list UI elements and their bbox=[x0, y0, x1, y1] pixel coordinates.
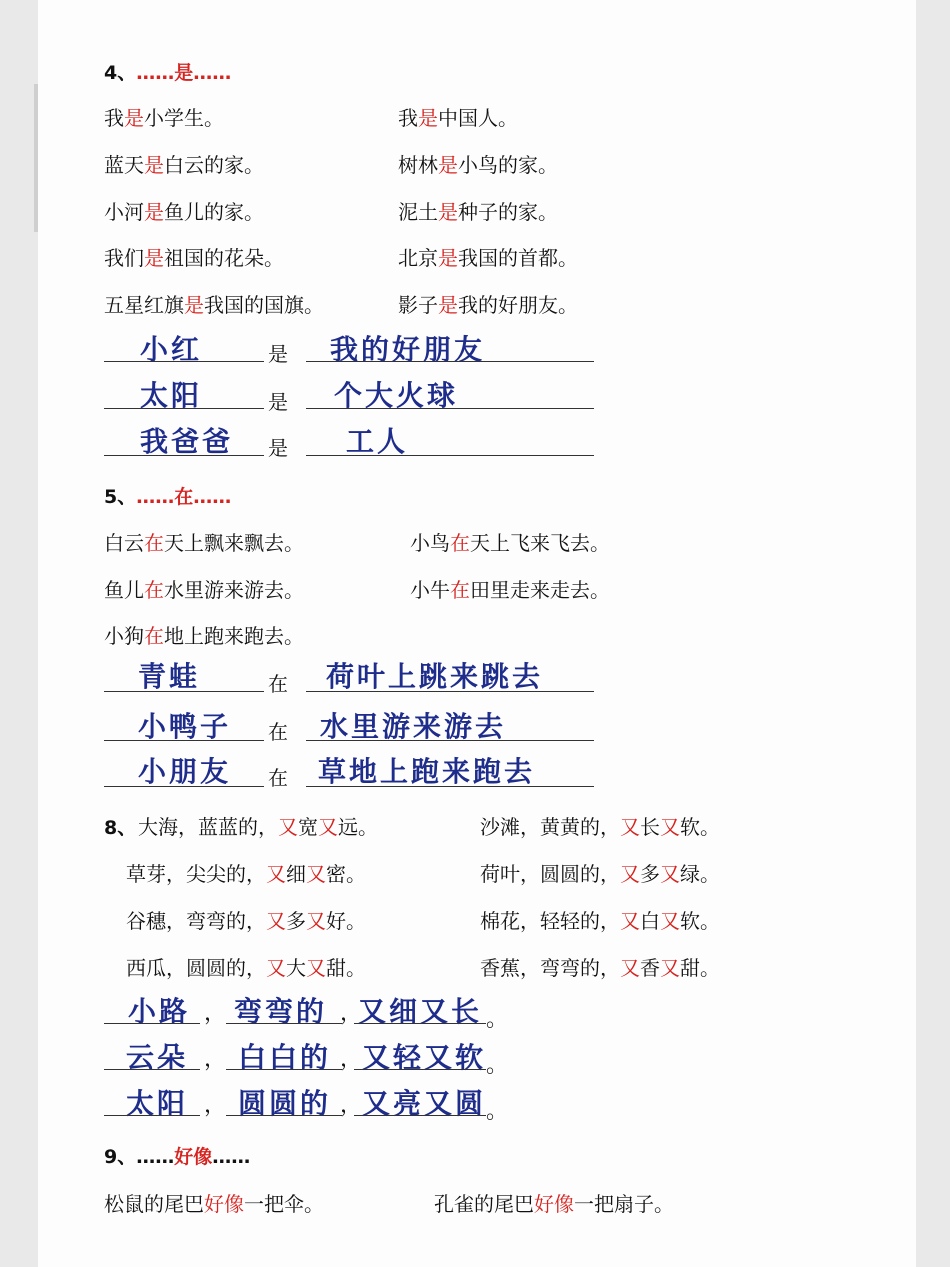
example-sentence: 大海，蓝蓝的，又宽又远。 bbox=[138, 815, 378, 839]
handwritten-description: 又细又长 bbox=[358, 995, 483, 1028]
example-sentence: 香蕉，弯弯的，又香又甜。 bbox=[480, 956, 720, 980]
handwritten-adjective: 白白的 bbox=[238, 1041, 332, 1074]
period: 。 bbox=[486, 1099, 509, 1124]
joiner-word: 是 bbox=[268, 390, 288, 414]
comma: ， bbox=[340, 1093, 363, 1118]
handwritten-predicate: 荷叶上跳来跳去 bbox=[326, 660, 544, 693]
section-9-heading: 9、……好像…… bbox=[104, 1146, 251, 1168]
answer-blank-line bbox=[306, 361, 594, 362]
answer-blank-line bbox=[226, 1115, 342, 1116]
example-sentence: 鱼儿在水里游来游去。 bbox=[104, 578, 304, 602]
handwritten-predicate: 个大火球 bbox=[334, 379, 459, 412]
example-sentence: 小河是鱼儿的家。 bbox=[104, 200, 264, 224]
handwritten-noun: 太阳 bbox=[126, 1087, 189, 1120]
handwritten-subject: 太阳 bbox=[140, 379, 203, 412]
example-sentence: 树林是小鸟的家。 bbox=[398, 153, 558, 177]
example-sentence: 我们是祖国的花朵。 bbox=[104, 246, 284, 270]
example-sentence: 小牛在田里走来走去。 bbox=[410, 578, 610, 602]
example-sentence: 小狗在地上跑来跑去。 bbox=[104, 624, 304, 648]
comma: ， bbox=[204, 1093, 227, 1118]
period: 。 bbox=[486, 1053, 509, 1078]
handwritten-predicate: 我的好朋友 bbox=[330, 333, 486, 366]
joiner-word: 在 bbox=[268, 720, 288, 744]
page-edge-mark bbox=[34, 84, 38, 232]
example-sentence: 小鸟在天上飞来飞去。 bbox=[410, 531, 610, 555]
example-sentence: 白云在天上飘来飘去。 bbox=[104, 531, 304, 555]
handwritten-subject: 小红 bbox=[140, 333, 203, 366]
handwritten-subject: 青蛙 bbox=[138, 660, 201, 693]
section-4-heading: 4、……是…… bbox=[104, 62, 232, 84]
handwritten-predicate: 工人 bbox=[346, 425, 409, 458]
answer-blank-line bbox=[306, 691, 594, 692]
answer-blank-line bbox=[306, 740, 594, 741]
answer-blank-line bbox=[354, 1115, 486, 1116]
handwritten-noun: 小路 bbox=[128, 995, 191, 1028]
handwritten-predicate: 草地上跑来跑去 bbox=[318, 755, 536, 788]
handwritten-subject: 我爸爸 bbox=[140, 425, 234, 458]
joiner-word: 是 bbox=[268, 436, 288, 460]
example-sentence: 五星红旗是我国的国旗。 bbox=[104, 293, 324, 317]
example-sentence: 松鼠的尾巴好像一把伞。 bbox=[104, 1192, 324, 1216]
joiner-word: 在 bbox=[268, 672, 288, 696]
example-sentence: 我是小学生。 bbox=[104, 106, 224, 130]
handwritten-description: 又亮又圆 bbox=[362, 1087, 487, 1120]
joiner-word: 是 bbox=[268, 342, 288, 366]
example-sentence: 蓝天是白云的家。 bbox=[104, 153, 264, 177]
handwritten-predicate: 水里游来游去 bbox=[320, 710, 507, 743]
example-sentence: 孔雀的尾巴好像一把扇子。 bbox=[434, 1192, 674, 1216]
handwritten-adjective: 弯弯的 bbox=[234, 995, 328, 1028]
example-sentence: 棉花，轻轻的，又白又软。 bbox=[480, 909, 720, 933]
answer-blank-line bbox=[104, 361, 264, 362]
answer-blank-line bbox=[104, 1069, 200, 1070]
example-sentence: 谷穗，弯弯的，又多又好。 bbox=[126, 909, 366, 933]
answer-blank-line bbox=[306, 455, 594, 456]
handwritten-noun: 云朵 bbox=[126, 1041, 189, 1074]
answer-blank-line bbox=[226, 1069, 342, 1070]
period: 。 bbox=[486, 1007, 509, 1032]
answer-blank-line bbox=[104, 1023, 200, 1024]
example-sentence: 影子是我的好朋友。 bbox=[398, 293, 578, 317]
example-sentence: 西瓜，圆圆的，又大又甜。 bbox=[126, 956, 366, 980]
comma: ， bbox=[204, 1001, 227, 1026]
comma: ， bbox=[340, 1047, 363, 1072]
example-sentence: 沙滩，黄黄的，又长又软。 bbox=[480, 815, 720, 839]
answer-blank-line bbox=[306, 786, 594, 787]
answer-blank-line bbox=[354, 1069, 486, 1070]
example-sentence: 草芽，尖尖的，又细又密。 bbox=[126, 862, 366, 886]
section-5-heading: 5、……在…… bbox=[104, 486, 232, 508]
handwritten-subject: 小鸭子 bbox=[138, 710, 232, 743]
answer-blank-line bbox=[104, 408, 264, 409]
answer-blank-line bbox=[226, 1023, 342, 1024]
answer-blank-line bbox=[104, 691, 264, 692]
comma: ， bbox=[340, 1001, 363, 1026]
answer-blank-line bbox=[104, 786, 264, 787]
section-8-number: 8、 bbox=[104, 817, 137, 839]
handwritten-subject: 小朋友 bbox=[138, 755, 232, 788]
joiner-word: 在 bbox=[268, 766, 288, 790]
comma: ， bbox=[204, 1047, 227, 1072]
example-sentence: 荷叶，圆圆的，又多又绿。 bbox=[480, 862, 720, 886]
example-sentence: 北京是我国的首都。 bbox=[398, 246, 578, 270]
answer-blank-line bbox=[104, 455, 264, 456]
handwritten-description: 又轻又软 bbox=[362, 1041, 487, 1074]
answer-blank-line bbox=[104, 740, 264, 741]
handwritten-adjective: 圆圆的 bbox=[238, 1087, 332, 1120]
example-sentence: 我是中国人。 bbox=[398, 106, 518, 130]
example-sentence: 泥土是种子的家。 bbox=[398, 200, 558, 224]
answer-blank-line bbox=[306, 408, 594, 409]
answer-blank-line bbox=[104, 1115, 200, 1116]
answer-blank-line bbox=[354, 1023, 486, 1024]
